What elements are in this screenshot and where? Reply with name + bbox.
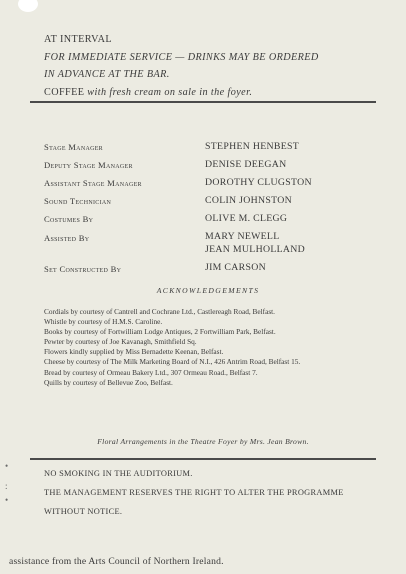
notice-without-notice: WITHOUT NOTICE. <box>44 507 123 516</box>
credit-role: Sound Technician <box>44 196 112 206</box>
margin-mark: • <box>5 495 9 505</box>
acknowledgements-list <box>44 307 384 388</box>
acknowledgements-title: ACKNOWLEDGEMENTS <box>156 286 260 295</box>
credit-role: Deputy Stage Manager <box>44 160 133 170</box>
acknowledgement-line: Quills by courtesy of Bellevue Zoo, Belfast. <box>44 377 173 387</box>
interval-notice <box>44 31 384 101</box>
notice-programme-change: THE MANAGEMENT RESERVES THE RIGHT TO ALTER THE PROGRAMME <box>44 488 344 497</box>
acknowledgement-line: Pewter by courtesy of Joe Kavanagh, Smithfield Sq. <box>44 337 197 347</box>
acknowledgement-line: Bread by courtesy of Ormeau Bakery Ltd., 307 Ormeau Road., Belfast 7. <box>44 367 258 377</box>
credit-role: Assistant Stage Manager <box>44 178 142 188</box>
coffee-line <box>44 84 384 102</box>
credit-name: DOROTHY CLUGSTON <box>205 177 312 188</box>
acknowledgement-line: Flowers kindly supplied by Miss Bernadette Keenan, Belfast. <box>44 347 224 357</box>
interval-line-1: FOR IMMEDIATE SERVICE — DRINKS MAY BE ORDERED <box>44 51 319 63</box>
coffee-word: COFFEE <box>44 86 85 98</box>
credit-name: COLIN JOHNSTON <box>205 195 293 206</box>
divider-top <box>30 101 376 103</box>
acknowledgement-line: Whistle by courtesy of H.M.S. Caroline. <box>44 317 163 327</box>
punch-hole <box>18 0 38 12</box>
credit-name: JEAN MULHOLLAND <box>205 243 306 255</box>
interval-heading: AT INTERVAL <box>44 34 113 45</box>
interval-line-2: IN ADVANCE AT THE BAR. <box>44 69 170 80</box>
arts-council-footer: assistance from the Arts Council of Northern Ireland. <box>9 556 224 567</box>
credit-name: STEPHEN HENBEST <box>205 141 300 152</box>
credit-role: Costumes By <box>44 214 94 224</box>
margin-mark: : <box>5 481 8 491</box>
credit-role: Assisted By <box>44 233 90 243</box>
credit-role: Stage Manager <box>44 142 103 152</box>
credit-name: DENISE DEEGAN <box>205 159 287 170</box>
credit-name: OLIVE M. CLEGG <box>205 213 288 224</box>
credit-role: Set Constructed By <box>44 264 122 274</box>
acknowledgement-line: Books by courtesy of Fortwilliam Lodge Antiques, 2 Fortwilliam Park, Belfast. <box>44 327 276 337</box>
margin-mark: • <box>5 461 9 471</box>
coffee-text: with fresh cream on sale in the foyer. <box>87 86 253 98</box>
floral-credit: Floral Arrangements in the Theatre Foyer by Mrs. Jean Brown. <box>97 437 309 446</box>
acknowledgement-line: Cheese by courtesy of The Milk Marketing Board of N.I., 426 Antrim Road, Belfast 15. <box>44 357 301 367</box>
divider-bottom <box>30 458 376 460</box>
credit-name: MARY NEWELL <box>205 231 280 242</box>
credit-name: JIM CARSON <box>205 262 266 273</box>
notice-no-smoking: NO SMOKING IN THE AUDITORIUM. <box>44 469 193 478</box>
acknowledgement-line: Cordials by courtesy of Cantrell and Cochrane Ltd., Castlereagh Road, Belfast. <box>44 307 276 316</box>
